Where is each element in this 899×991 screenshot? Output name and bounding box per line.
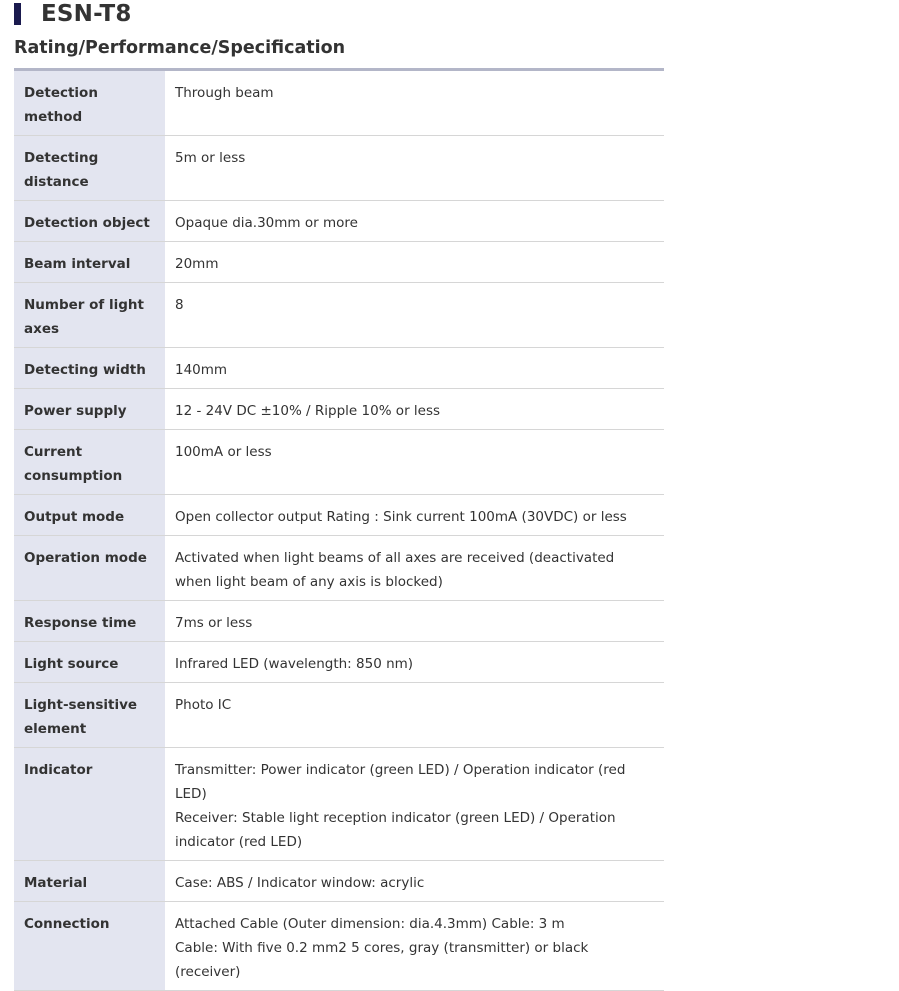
spec-row: [14, 748, 664, 861]
spec-value-line: Infrared LED (wavelength: 850 nm): [175, 656, 414, 672]
heading-accent-bar: [14, 3, 21, 25]
spec-value: [165, 389, 664, 430]
spec-label: Beam interval: [14, 242, 165, 283]
spec-value-line: 100mA or less: [175, 444, 272, 460]
spec-value-line: Cable: With five 0.2 mm2 5 cores, gray (transmitter) or black (receiver): [175, 940, 589, 980]
spec-value-line: 140mm: [175, 362, 228, 378]
spec-value-line: 5m or less: [175, 150, 246, 166]
spec-row: [14, 642, 664, 683]
spec-row: [14, 430, 664, 495]
spec-value: [165, 242, 664, 283]
spec-label: Indicator: [14, 748, 165, 861]
spec-value-line: Photo IC: [175, 697, 232, 713]
spec-value-line: 7ms or less: [175, 615, 253, 631]
spec-label: Light source: [14, 642, 165, 683]
spec-label: Detecting distance: [14, 136, 165, 201]
spec-value: [165, 348, 664, 389]
spec-label: Connection: [14, 902, 165, 991]
spec-value: [165, 495, 664, 536]
spec-row: [14, 136, 664, 201]
spec-row: [14, 902, 664, 991]
spec-row: [14, 536, 664, 601]
spec-table-body: [14, 70, 664, 991]
spec-label: Detection method: [14, 70, 165, 136]
spec-value: [165, 536, 664, 601]
spec-label: Output mode: [14, 495, 165, 536]
spec-value-line: Open collector output Rating : Sink current 100mA (30VDC) or less: [175, 509, 627, 525]
section-title: Rating/Performance/Specification: [14, 38, 346, 58]
spec-value: [165, 748, 664, 861]
spec-label: Current consumption: [14, 430, 165, 495]
spec-value: [165, 283, 664, 348]
spec-row: [14, 70, 664, 136]
spec-row: [14, 283, 664, 348]
product-title: ESN-T8: [41, 1, 132, 27]
spec-row: [14, 242, 664, 283]
spec-label: Power supply: [14, 389, 165, 430]
spec-label: Light-sensitive element: [14, 683, 165, 748]
spec-label: Response time: [14, 601, 165, 642]
spec-row: [14, 201, 664, 242]
spec-value-line: Through beam: [175, 85, 274, 101]
spec-value: [165, 70, 664, 136]
spec-value: [165, 683, 664, 748]
spec-value-line: Transmitter: Power indicator (green LED) / Operation indicator (red LED): [175, 762, 626, 802]
spec-label: Detecting width: [14, 348, 165, 389]
spec-row: [14, 861, 664, 902]
spec-label: Detection object: [14, 201, 165, 242]
spec-value-line: Receiver: Stable light reception indicator (green LED) / Operation indicator (red LED): [175, 810, 616, 850]
spec-value-line: Attached Cable (Outer dimension: dia.4.3mm) Cable: 3 m: [175, 916, 565, 932]
spec-value: [165, 861, 664, 902]
spec-label: Number of light axes: [14, 283, 165, 348]
spec-value: [165, 201, 664, 242]
spec-value: [165, 430, 664, 495]
spec-row: [14, 389, 664, 430]
spec-value: [165, 642, 664, 683]
spec-label: Material: [14, 861, 165, 902]
spec-table: [14, 68, 664, 991]
spec-label: Operation mode: [14, 536, 165, 601]
spec-row: [14, 683, 664, 748]
spec-value-line: Opaque dia.30mm or more: [175, 215, 358, 231]
spec-value-line: Activated when light beams of all axes are received (deactivated when light beam of any axis is blocked): [175, 550, 615, 590]
spec-value-line: 12 - 24V DC ±10% / Ripple 10% or less: [175, 403, 441, 419]
spec-value-line: 8: [175, 297, 184, 313]
spec-value: [165, 136, 664, 201]
spec-value: [165, 601, 664, 642]
spec-value: [165, 902, 664, 991]
spec-value-line: 20mm: [175, 256, 219, 272]
product-heading: [14, 0, 132, 28]
spec-row: [14, 601, 664, 642]
spec-value-line: Case: ABS / Indicator window: acrylic: [175, 875, 425, 891]
spec-row: [14, 495, 664, 536]
spec-row: [14, 348, 664, 389]
